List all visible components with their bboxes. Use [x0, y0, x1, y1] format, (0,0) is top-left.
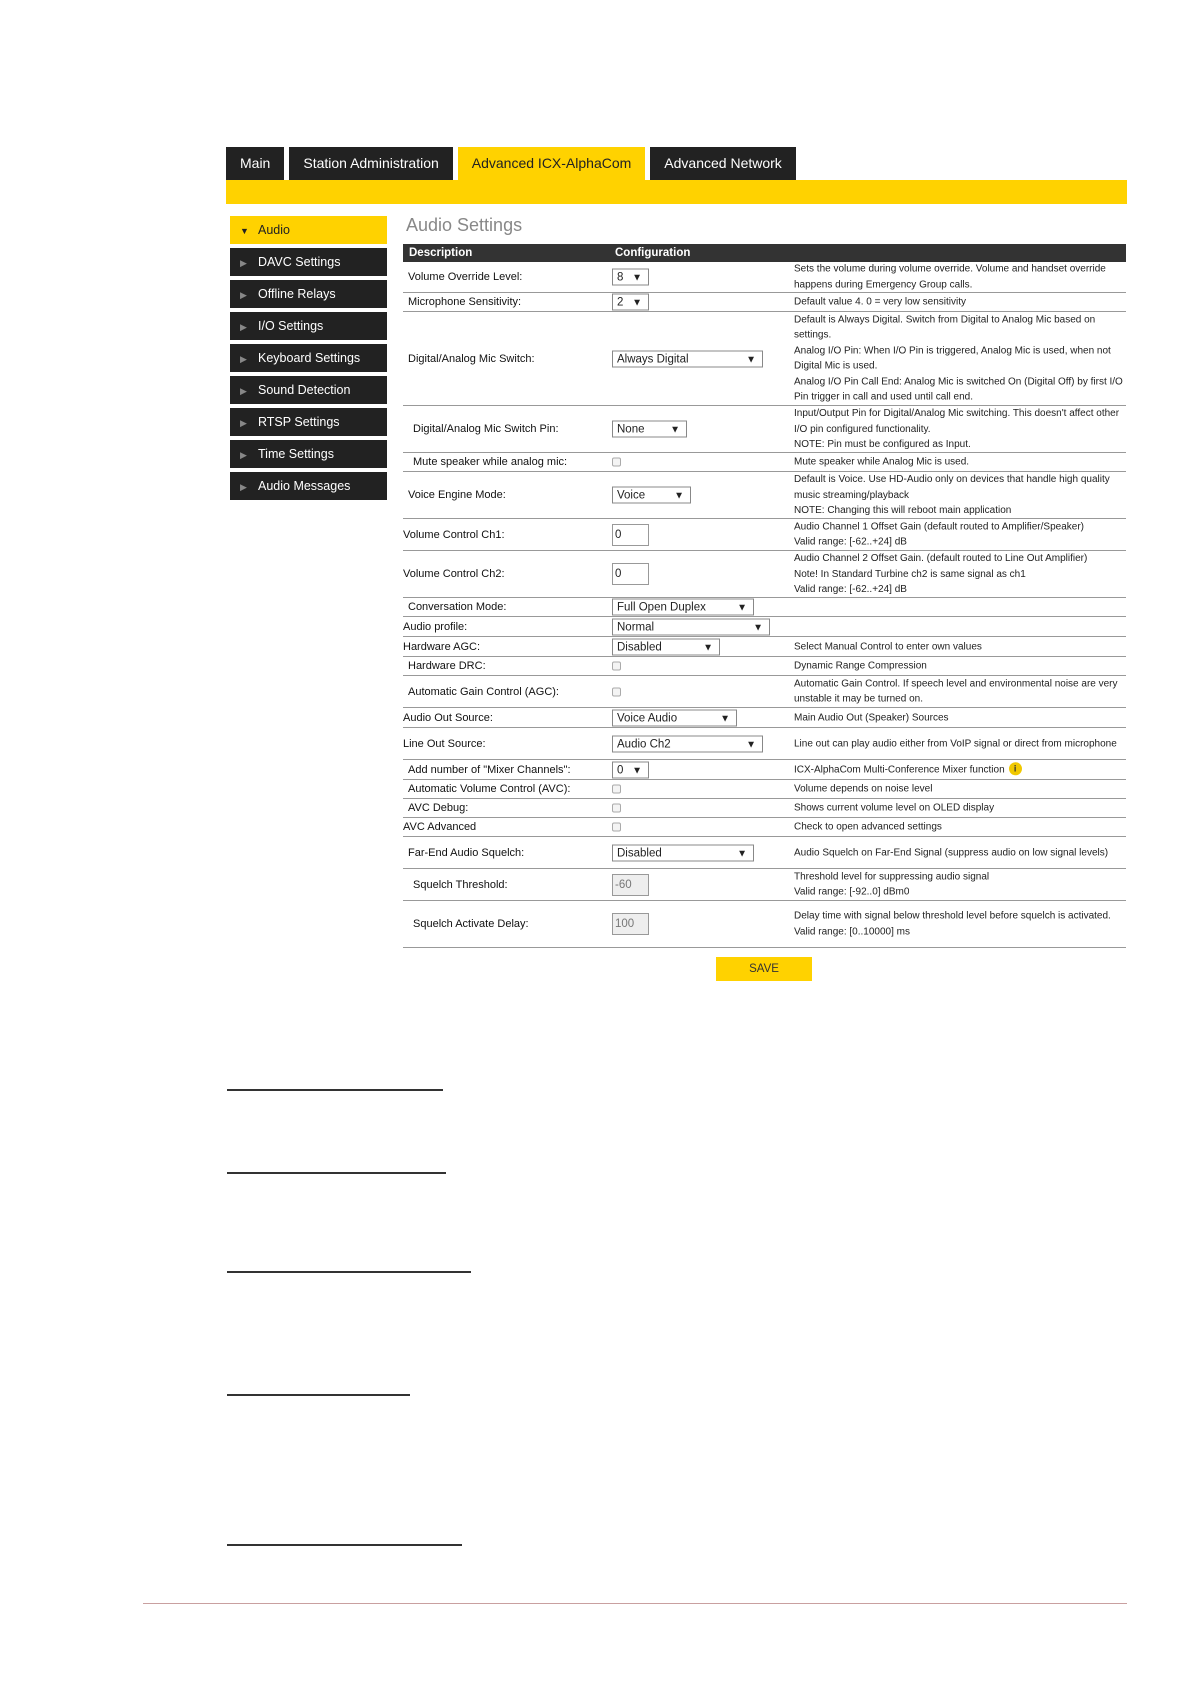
- table-row: [403, 551, 1126, 598]
- table-row: [403, 657, 1126, 676]
- chevron-right-icon: ▶: [240, 354, 247, 364]
- mixer-channels-select[interactable]: 0 ▼: [612, 761, 649, 778]
- sub-nav-bar: [226, 180, 1127, 204]
- sidebar-item-label: RTSP Settings: [258, 415, 340, 429]
- agc-desc: Automatic Gain Control. If speech level and environmental noise are very unstable it may be turned on.: [794, 678, 1118, 705]
- sidebar-item-audio[interactable]: [230, 216, 387, 244]
- chevron-right-icon: ▶: [240, 322, 247, 332]
- volume-override-level-label: Volume Override Level:: [408, 271, 523, 283]
- tab-main[interactable]: Main: [226, 147, 284, 180]
- tab-advanced-network[interactable]: Advanced Network: [650, 147, 796, 180]
- dropdown-icon: ▼: [737, 848, 747, 859]
- dropdown-icon: ▼: [632, 765, 642, 776]
- sidebar-item-label: Audio Messages: [258, 479, 351, 493]
- table-row: [403, 818, 1126, 837]
- divider: [227, 1271, 471, 1273]
- table-row: [403, 799, 1126, 818]
- microphone-sensitivity-desc: Default value 4. 0 = very low sensitivity: [794, 296, 967, 308]
- line-out-source-desc: Line out can play audio either from VoIP signal or direct from microphone: [794, 737, 1117, 749]
- dropdown-icon: ▼: [674, 490, 684, 502]
- audio-out-source-desc: Main Audio Out (Speaker) Sources: [794, 711, 949, 723]
- divider: [227, 1172, 446, 1174]
- mic-switch-pin-select[interactable]: None ▼: [612, 421, 687, 438]
- info-icon[interactable]: i: [1009, 763, 1022, 776]
- avc-advanced-desc: Check to open advanced settings: [794, 821, 942, 833]
- chevron-right-icon: ▶: [240, 418, 247, 428]
- dropdown-icon: ▼: [720, 713, 730, 724]
- chevron-down-icon: ▼: [240, 226, 249, 236]
- table-row: [403, 901, 1126, 948]
- divider: [227, 1544, 462, 1546]
- voice-engine-mode-select[interactable]: Voice ▼: [612, 487, 691, 504]
- audio-profile-select[interactable]: Normal ▼: [612, 618, 770, 635]
- divider: [227, 1394, 410, 1396]
- divider: [227, 1089, 443, 1091]
- volume-ch2-label: Volume Control Ch2:: [403, 568, 505, 580]
- mic-switch-desc: Default is Always Digital. Switch from Digital to Analog Mic based on settings. Analog I/O Pin: When I/O Pin is triggered, Analog Mic is used, when not Digital Mic is used. Analog I/O Pin Call End: Analog Mic is switched On (Digital Off) by first I/O Pin trigger in call and used until call end.: [794, 314, 1123, 403]
- sidebar-item-label: DAVC Settings: [258, 255, 341, 269]
- table-row: [403, 637, 1126, 657]
- sidebar-item-rtsp-settings[interactable]: [230, 408, 387, 436]
- dropdown-icon: ▼: [753, 622, 763, 633]
- audio-out-source-label: Audio Out Source:: [403, 711, 493, 724]
- chevron-right-icon: ▶: [240, 290, 247, 300]
- voice-engine-mode-label: Voice Engine Mode:: [408, 489, 506, 501]
- mute-speaker-checkbox[interactable]: [612, 458, 621, 467]
- sidebar: [230, 216, 387, 504]
- squelch-threshold-label: Squelch Threshold:: [413, 878, 508, 891]
- table-row: [403, 472, 1126, 519]
- avc-debug-desc: Shows current volume level on OLED display: [794, 802, 995, 814]
- hardware-agc-select[interactable]: Disabled ▼: [612, 638, 720, 655]
- avc-debug-label: AVC Debug:: [408, 802, 469, 814]
- hardware-drc-checkbox[interactable]: [612, 662, 621, 671]
- chevron-right-icon: ▶: [240, 258, 247, 268]
- sidebar-item-label: Offline Relays: [258, 287, 336, 301]
- hardware-drc-desc: Dynamic Range Compression: [794, 660, 927, 672]
- table-row: [403, 760, 1126, 780]
- conversation-mode-select[interactable]: Full Open Duplex ▼: [612, 599, 754, 616]
- table-row: [403, 293, 1126, 312]
- far-end-squelch-desc: Audio Squelch on Far-End Signal (suppress audio on low signal levels): [794, 846, 1109, 858]
- volume-ch1-label: Volume Control Ch1:: [403, 528, 505, 541]
- sidebar-item-io-settings[interactable]: [230, 312, 387, 340]
- table-row: [403, 676, 1126, 708]
- far-end-squelch-select[interactable]: Disabled ▼: [612, 844, 754, 861]
- col-configuration: Configuration: [615, 247, 691, 259]
- table-row: [403, 453, 1126, 472]
- table-row: [403, 519, 1126, 551]
- avc-debug-checkbox[interactable]: [612, 804, 621, 813]
- hardware-agc-label: Hardware AGC:: [403, 640, 481, 653]
- table-row: [403, 406, 1126, 453]
- chevron-right-icon: ▶: [240, 386, 247, 396]
- table-row: [403, 617, 1126, 637]
- dropdown-icon: ▼: [670, 424, 680, 436]
- volume-ch2-input[interactable]: 0: [612, 563, 649, 585]
- dropdown-icon: ▼: [703, 642, 713, 653]
- table-header: [403, 244, 1126, 262]
- dropdown-icon: ▼: [746, 354, 756, 365]
- audio-out-source-select[interactable]: Voice Audio ▼: [612, 709, 737, 726]
- mute-speaker-desc: Mute speaker while Analog Mic is used.: [794, 456, 970, 468]
- line-out-source-label: Line Out Source:: [403, 737, 486, 750]
- sidebar-item-davc-settings[interactable]: [230, 248, 387, 276]
- chevron-right-icon: ▶: [240, 450, 247, 460]
- mixer-channels-label: Add number of "Mixer Channels":: [408, 763, 571, 776]
- squelch-delay-input[interactable]: 100: [612, 913, 649, 935]
- mic-switch-select[interactable]: Always Digital ▼: [612, 350, 763, 367]
- sidebar-item-label: Audio: [258, 223, 290, 237]
- table-row: [403, 262, 1126, 293]
- mixer-channels-desc: ICX-AlphaCom Multi-Conference Mixer function i: [794, 762, 1124, 778]
- table-row: [403, 780, 1126, 799]
- sidebar-item-keyboard-settings[interactable]: [230, 344, 387, 372]
- microphone-sensitivity-label: Microphone Sensitivity:: [408, 296, 522, 308]
- audio-profile-label: Audio profile:: [403, 620, 468, 633]
- sidebar-item-label: Keyboard Settings: [258, 351, 361, 365]
- avc-checkbox[interactable]: [612, 785, 621, 794]
- mute-speaker-label: Mute speaker while analog mic:: [413, 456, 568, 468]
- sidebar-item-sound-detection[interactable]: [230, 376, 387, 404]
- tab-advanced-icx-alphacom[interactable]: Advanced ICX-AlphaCom: [458, 147, 646, 180]
- conversation-mode-label: Conversation Mode:: [408, 601, 507, 613]
- volume-ch2-desc: Audio Channel 2 Offset Gain. (default routed to Line Out Amplifier) Note! In Standard Turbine ch2 is same signal as ch1 Valid range: [-62..+24] dB: [794, 552, 1088, 595]
- squelch-threshold-desc: Threshold level for suppressing audio signal Valid range: [-92..0] dBm0: [794, 871, 990, 898]
- mic-switch-pin-desc: Input/Output Pin for Digital/Analog Mic switching. This doesn't affect other I/O pin configured functionality. NOTE: Pin must be configured as Input.: [794, 407, 1120, 450]
- col-description: Description: [409, 247, 473, 259]
- far-end-squelch-label: Far-End Audio Squelch:: [408, 846, 525, 859]
- table-row: [403, 708, 1126, 728]
- dropdown-icon: ▼: [737, 602, 747, 614]
- mic-switch-pin-label: Digital/Analog Mic Switch Pin:: [413, 423, 559, 435]
- chevron-right-icon: ▶: [240, 482, 247, 492]
- footer-divider: [143, 1603, 1127, 1604]
- hardware-drc-label: Hardware DRC:: [408, 660, 486, 672]
- sidebar-item-label: Sound Detection: [258, 383, 351, 397]
- top-tabs: [226, 147, 801, 180]
- table-row: [403, 837, 1126, 869]
- hardware-agc-desc: Select Manual Control to enter own values: [794, 640, 982, 652]
- squelch-delay-label: Squelch Activate Delay:: [413, 918, 529, 930]
- dropdown-icon: ▼: [632, 297, 642, 309]
- volume-ch1-input[interactable]: 0: [612, 524, 649, 546]
- sidebar-item-label: I/O Settings: [258, 319, 324, 333]
- sidebar-item-audio-messages[interactable]: [230, 472, 387, 500]
- microphone-sensitivity-select[interactable]: 2 ▼: [612, 294, 649, 311]
- tab-station-administration[interactable]: Station Administration: [289, 147, 452, 180]
- volume-ch1-desc: Audio Channel 1 Offset Gain (default routed to Amplifier/Speaker) Valid range: [-62..+24] dB: [794, 521, 1084, 548]
- table-row: [403, 312, 1126, 406]
- avc-desc: Volume depends on noise level: [794, 783, 933, 795]
- line-out-source-select[interactable]: Audio Ch2 ▼: [612, 735, 763, 752]
- volume-override-level-select[interactable]: 8 ▼: [612, 269, 649, 286]
- sidebar-item-offline-relays[interactable]: [230, 280, 387, 308]
- sidebar-item-label: Time Settings: [258, 447, 334, 461]
- save-button[interactable]: SAVE: [716, 957, 812, 981]
- agc-checkbox[interactable]: [612, 687, 621, 696]
- avc-advanced-label: AVC Advanced: [403, 821, 477, 833]
- agc-label: Automatic Gain Control (AGC):: [408, 685, 559, 698]
- mic-switch-label: Digital/Analog Mic Switch:: [408, 352, 535, 365]
- voice-engine-mode-desc: Default is Voice. Use HD-Audio only on devices that handle high quality music streaming/playback NOTE: Changing this will reboot main application: [794, 473, 1110, 516]
- dropdown-icon: ▼: [746, 739, 756, 750]
- table-row: [403, 598, 1126, 617]
- table-row: [403, 728, 1126, 760]
- avc-label: Automatic Volume Control (AVC):: [408, 783, 571, 795]
- squelch-delay-desc: Delay time with signal below threshold level before squelch is activated. Valid range: [0..10000] ms: [794, 910, 1111, 937]
- volume-override-level-desc: Sets the volume during volume override. Volume and handset override happens during Emergency Group calls.: [794, 263, 1106, 290]
- avc-advanced-checkbox[interactable]: [612, 823, 621, 832]
- dropdown-icon: ▼: [632, 272, 642, 284]
- page-title: Audio Settings: [406, 215, 523, 235]
- table-row: [403, 869, 1126, 901]
- sidebar-item-time-settings[interactable]: [230, 440, 387, 468]
- squelch-threshold-input[interactable]: -60: [612, 874, 649, 896]
